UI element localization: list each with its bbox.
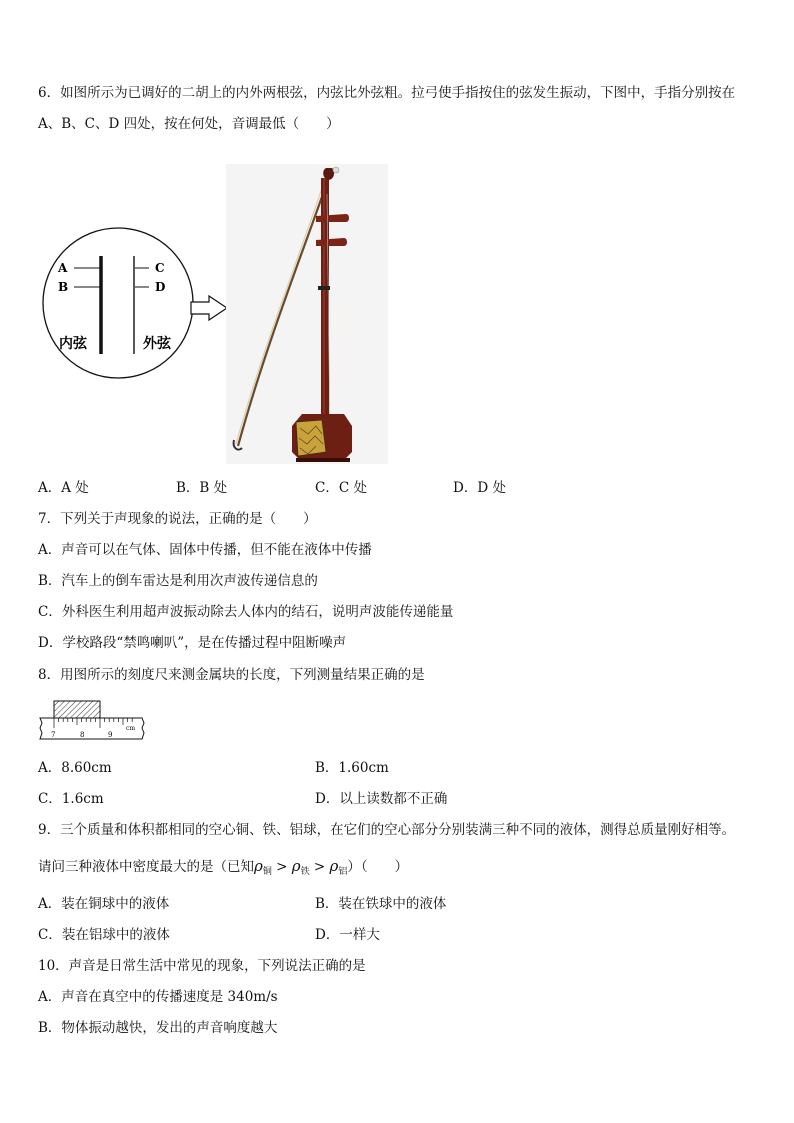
gt-symbol-1: >	[271, 859, 292, 875]
q9-stem-post: ）（ ）	[347, 859, 409, 875]
sub-iron: 铁	[300, 867, 310, 877]
gt-symbol-2: >	[309, 859, 330, 875]
q8-option-d[interactable]: D．以上读数都不正确	[315, 791, 448, 807]
q6-option-d[interactable]: D．D 处	[453, 480, 506, 496]
label-c: C	[155, 261, 165, 275]
label-b: B	[58, 280, 69, 294]
q8-option-b[interactable]: B．1.60cm	[315, 760, 389, 776]
q10-option-a[interactable]: A．声音在真空中的传播速度是 340m/s	[38, 989, 278, 1005]
metal-block	[54, 701, 100, 718]
ruler-tick-9: 9	[108, 731, 113, 739]
q9-option-a[interactable]: A．装在铜球中的液体	[38, 896, 170, 912]
q8-option-a[interactable]: A．8.60cm	[38, 760, 112, 776]
q9-stem-line2	[38, 857, 408, 881]
rho-symbol-cu: ρ	[254, 857, 263, 875]
rho-symbol-fe: ρ	[291, 857, 301, 875]
ruler-tick-7: 7	[51, 731, 56, 739]
q7-option-c[interactable]: C．外科医生利用超声波振动除去人体内的结石，说明声波能传递能量	[38, 604, 454, 620]
q10-option-b[interactable]: B．物体振动越快，发出的声音响度越大	[38, 1020, 278, 1036]
sub-aluminum: 铝	[338, 867, 348, 877]
diagram-circle	[43, 228, 193, 378]
q6-option-a[interactable]: A．A 处	[38, 480, 89, 496]
q8-option-c[interactable]: C．1.6cm	[38, 791, 104, 807]
arrow-right-icon	[191, 296, 227, 320]
outer-string-label: 外弦	[143, 336, 171, 352]
q7-option-b[interactable]: B．汽车上的倒车雷达是利用次声波传递信息的	[38, 573, 318, 589]
q8-stem: 8．用图所示的刻度尺来测金属块的长度，下列测量结果正确的是	[38, 667, 425, 683]
label-a: A	[58, 261, 68, 275]
q6-option-b[interactable]: B．B 处	[176, 480, 228, 496]
rho-symbol-al: ρ	[329, 857, 339, 875]
q9-option-c[interactable]: C．装在铝球中的液体	[38, 927, 170, 943]
q7-stem: 7．下列关于声现象的说法，正确的是（ ）	[38, 511, 317, 527]
q6-stem-line2: A、B、C、D 四处，按在何处，音调最低（ ）	[38, 116, 340, 132]
ruler-tick-8: 8	[80, 731, 85, 739]
q9-stem-pre: 请问三种液体中密度最大的是（已知	[38, 859, 254, 875]
q9-stem-line1: 9．三个质量和体积都相同的空心铜、铁、铝球，在它们的空心部分分别装满三种不同的液体，测得总质量刚好相等。	[38, 822, 736, 838]
q6-option-c[interactable]: C．C 处	[315, 480, 367, 496]
inner-string-label: 内弦	[59, 336, 87, 352]
q7-option-d[interactable]: D．学校路段“禁鸣喇叭”，是在传播过程中阻断噪声	[38, 635, 347, 651]
q6-stem-line1: 6．如图所示为已调好的二胡上的内外两根弦，内弦比外弦粗。拉弓使手指按住的弦发生振动，下图中，手指分别按在	[38, 85, 736, 101]
erhu-image	[226, 164, 388, 464]
q10-stem: 10．声音是日常生活中常见的现象，下列说法正确的是	[38, 958, 366, 974]
sub-copper: 铜	[262, 867, 272, 877]
q8-ruler-figure	[38, 699, 148, 745]
q9-option-d[interactable]: D．一样大	[315, 927, 380, 943]
q7-option-a[interactable]: A．声音可以在气体、固体中传播，但不能在液体中传播	[38, 542, 372, 558]
q6-string-diagram	[38, 226, 234, 384]
ruler-unit: cm	[126, 725, 136, 732]
label-d: D	[155, 280, 166, 294]
q9-option-b[interactable]: B．装在铁球中的液体	[315, 896, 447, 912]
